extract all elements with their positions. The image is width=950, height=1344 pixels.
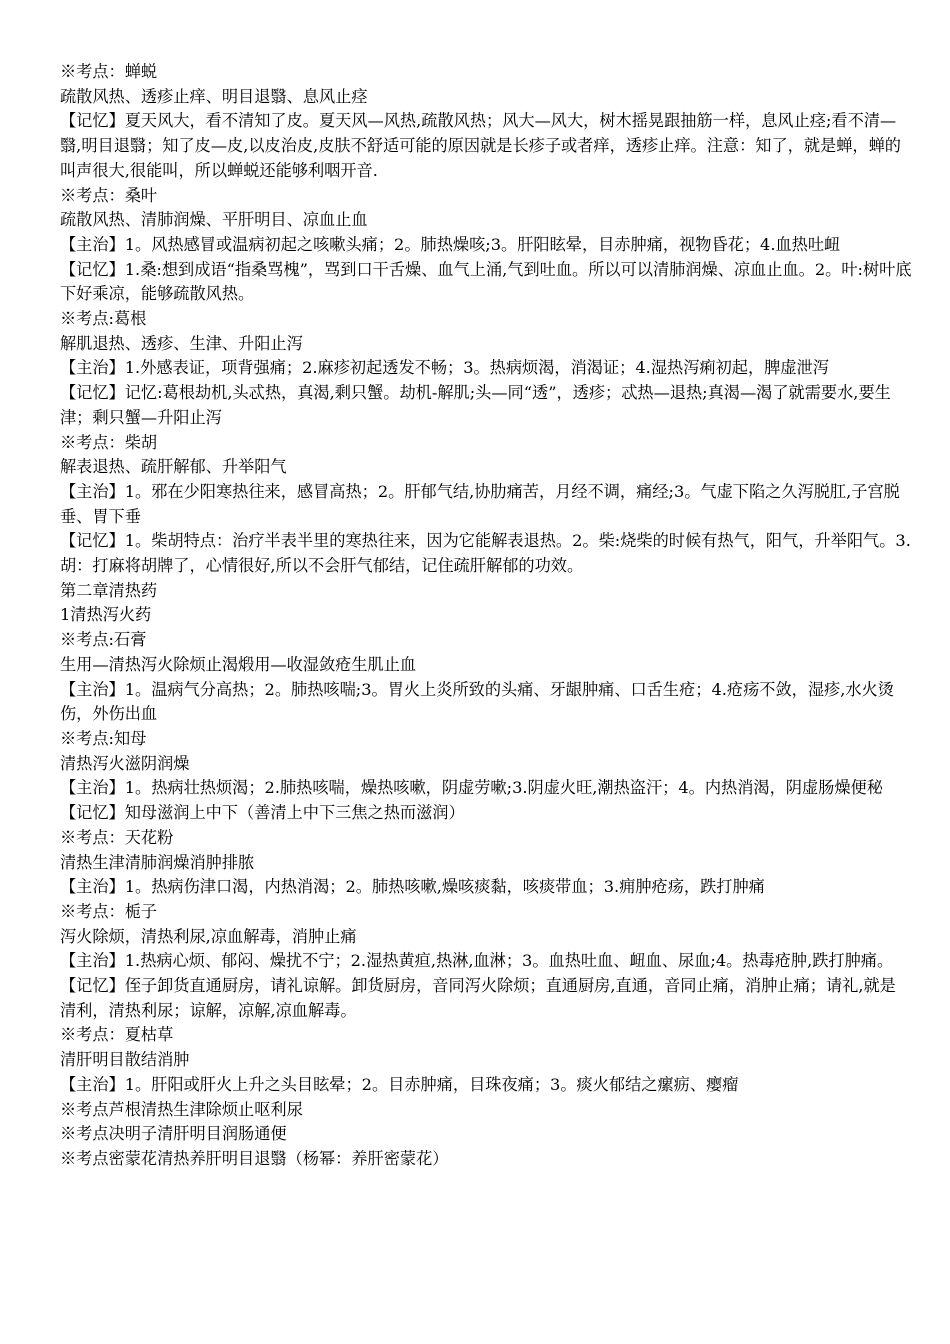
- heading-kaodian: ※考点:葛根: [60, 309, 147, 329]
- memory-paragraph: 【记忆】知母滋润上中下（善清上中下三焦之热而滋润）: [60, 803, 465, 823]
- memory-paragraph: 【记忆】记忆:葛根劫机,头忒热，真渴,剩只蟹。劫机-解肌;头—同“透”，透疹；忒热—退热;真渴—渴了就需要水,要生津；剩只蟹—升阳止泻: [60, 383, 891, 427]
- efficacy-line: 泻火除烦，清热利尿,凉血解毒，消肿止痛: [60, 926, 357, 946]
- efficacy-line: 解表退热、疏肝解郁、升举阳气: [60, 457, 287, 477]
- heading-kaodian: ※考点：夏枯草: [60, 1025, 174, 1045]
- indication-paragraph: 【主治】1。邪在少阳寒热往来，感冒高热；2。肝郁气结,协肋痛苦，月经不调，痛经;3。气虚下陷之久泻脱肛,子宫脱垂、胃下垂: [60, 481, 900, 526]
- efficacy-line: 疏散风热、清肺润燥、平肝明目、凉血止血: [60, 210, 368, 230]
- efficacy-line: 解肌退热、透疹、生津、升阳止泻: [60, 333, 303, 353]
- indication-paragraph: 【主治】1.热病心烦、郁闷、燥扰不宁；2.湿热黄疸,热淋,血淋；3。血热吐血、衄血、尿血;4。热毒疮肿,跌打肿痛。: [60, 951, 894, 971]
- efficacy-line: 清热泻火滋阴润燥: [60, 753, 190, 773]
- efficacy-line: 清肝明目散结消肿: [60, 1050, 190, 1070]
- indication-paragraph: 【主治】1。温病气分高热；2。肺热咳喘;3。胃火上炎所致的头痛、牙龈肿痛、口舌生疮；4.疮疡不敛，湿疹,水火烫伤，外伤出血: [60, 679, 894, 724]
- heading-kaodian: ※考点决明子清肝明目润肠通便: [60, 1124, 287, 1144]
- heading-kaodian: ※考点：蝉蜕: [60, 62, 158, 81]
- indication-paragraph: 【主治】1。热病壮热烦渴；2.肺热咳喘，燥热咳嗽，阴虚劳嗽;3.阴虚火旺,潮热盗汗；4。内热消渴，阴虚肠燥便秘: [60, 778, 883, 798]
- heading-kaodian: ※考点：桑叶: [60, 185, 158, 205]
- efficacy-line: 疏散风热、透疹止痒、明目退翳、息风止痉: [60, 86, 368, 106]
- indication-paragraph: 【主治】1。风热感冒或温病初起之咳嗽头痛；2。肺热燥咳;3。肝阳眩晕，目赤肿痛，视物昏花；4.血热吐衄: [60, 234, 841, 254]
- heading-kaodian: ※考点:石膏: [60, 630, 147, 650]
- efficacy-line: 生用—清热泻火除烦止渴煅用—收湿敛疮生肌止血: [60, 654, 417, 674]
- heading-kaodian: ※考点:知母: [60, 728, 147, 748]
- indication-paragraph: 【主治】1。肝阳或肝火上升之头目眩晕；2。目赤肿痛，目珠夜痛；3。痰火郁结之瘰疬、瘿瘤: [60, 1074, 739, 1094]
- heading-kaodian: ※考点：栀子: [60, 901, 158, 921]
- efficacy-line: 清热生津清肺润燥消肿排脓: [60, 852, 255, 872]
- indication-paragraph: 【主治】1。热病伤津口渴，内热消渴；2。肺热咳嗽,燥咳痰黏，咳痰带血；3.痈肿疮疡，跌打肿痛: [60, 877, 765, 897]
- indication-paragraph: 【主治】1.外感表证，项背强痛；2.麻疹初起透发不畅；3。热病烦渴，消渴证；4.湿热泻痢初起，脾虚泄泻: [60, 358, 829, 378]
- memory-paragraph: 【记忆】1.桑:想到成语“指桑骂槐”，骂到口干舌燥、血气上涌,气到吐血。所以可以清肺润燥、凉血止血。2。叶:树叶底下好乘凉，能够疏散风热。: [60, 259, 912, 304]
- heading-kaodian: ※考点密蒙花清热养肝明目退翳（杨幂：养肝密蒙花）: [60, 1148, 449, 1168]
- heading-kaodian: ※考点：天花粉: [60, 827, 174, 847]
- memory-paragraph: 【记忆】侄子卸货直通厨房，请礼谅解。卸货厨房，音同泻火除烦；直通厨房,直通，音同止痛，消肿止痛；请礼,就是清利，清热利尿；谅解，凉解,凉血解毒。: [60, 976, 896, 1020]
- memory-paragraph: 【记忆】夏天风大，看不清知了皮。夏天风—风热,疏散风热；风大—风大，树木摇晃跟抽筋一样，息风止痉;看不清—翳,明目退翳；知了皮—皮,以皮治皮,皮肤不舒适可能的原因就是长疹子或者痒，透疹止痒。注意：知了，就是蝉，蝉的叫声很大,很能叫，所以蝉蜕还能够利咽开音.: [60, 111, 901, 180]
- section-heading: 1清热泻火药: [60, 605, 152, 625]
- memory-paragraph: 【记忆】1。柴胡特点：治疗半表半里的寒热往来，因为它能解表退热。2。柴:烧柴的时候有热气，阳气，升举阳气。3.胡：打麻将胡牌了，心情很好,所以不会肝气郁结，记住疏肝解郁的功效。: [60, 531, 911, 576]
- chapter-heading: 第二章清热药: [60, 580, 158, 600]
- heading-kaodian: ※考点：柴胡: [60, 432, 158, 452]
- heading-kaodian: ※考点芦根清热生津除烦止呕利尿: [60, 1099, 303, 1119]
- document-page: [60, 60, 912, 1172]
